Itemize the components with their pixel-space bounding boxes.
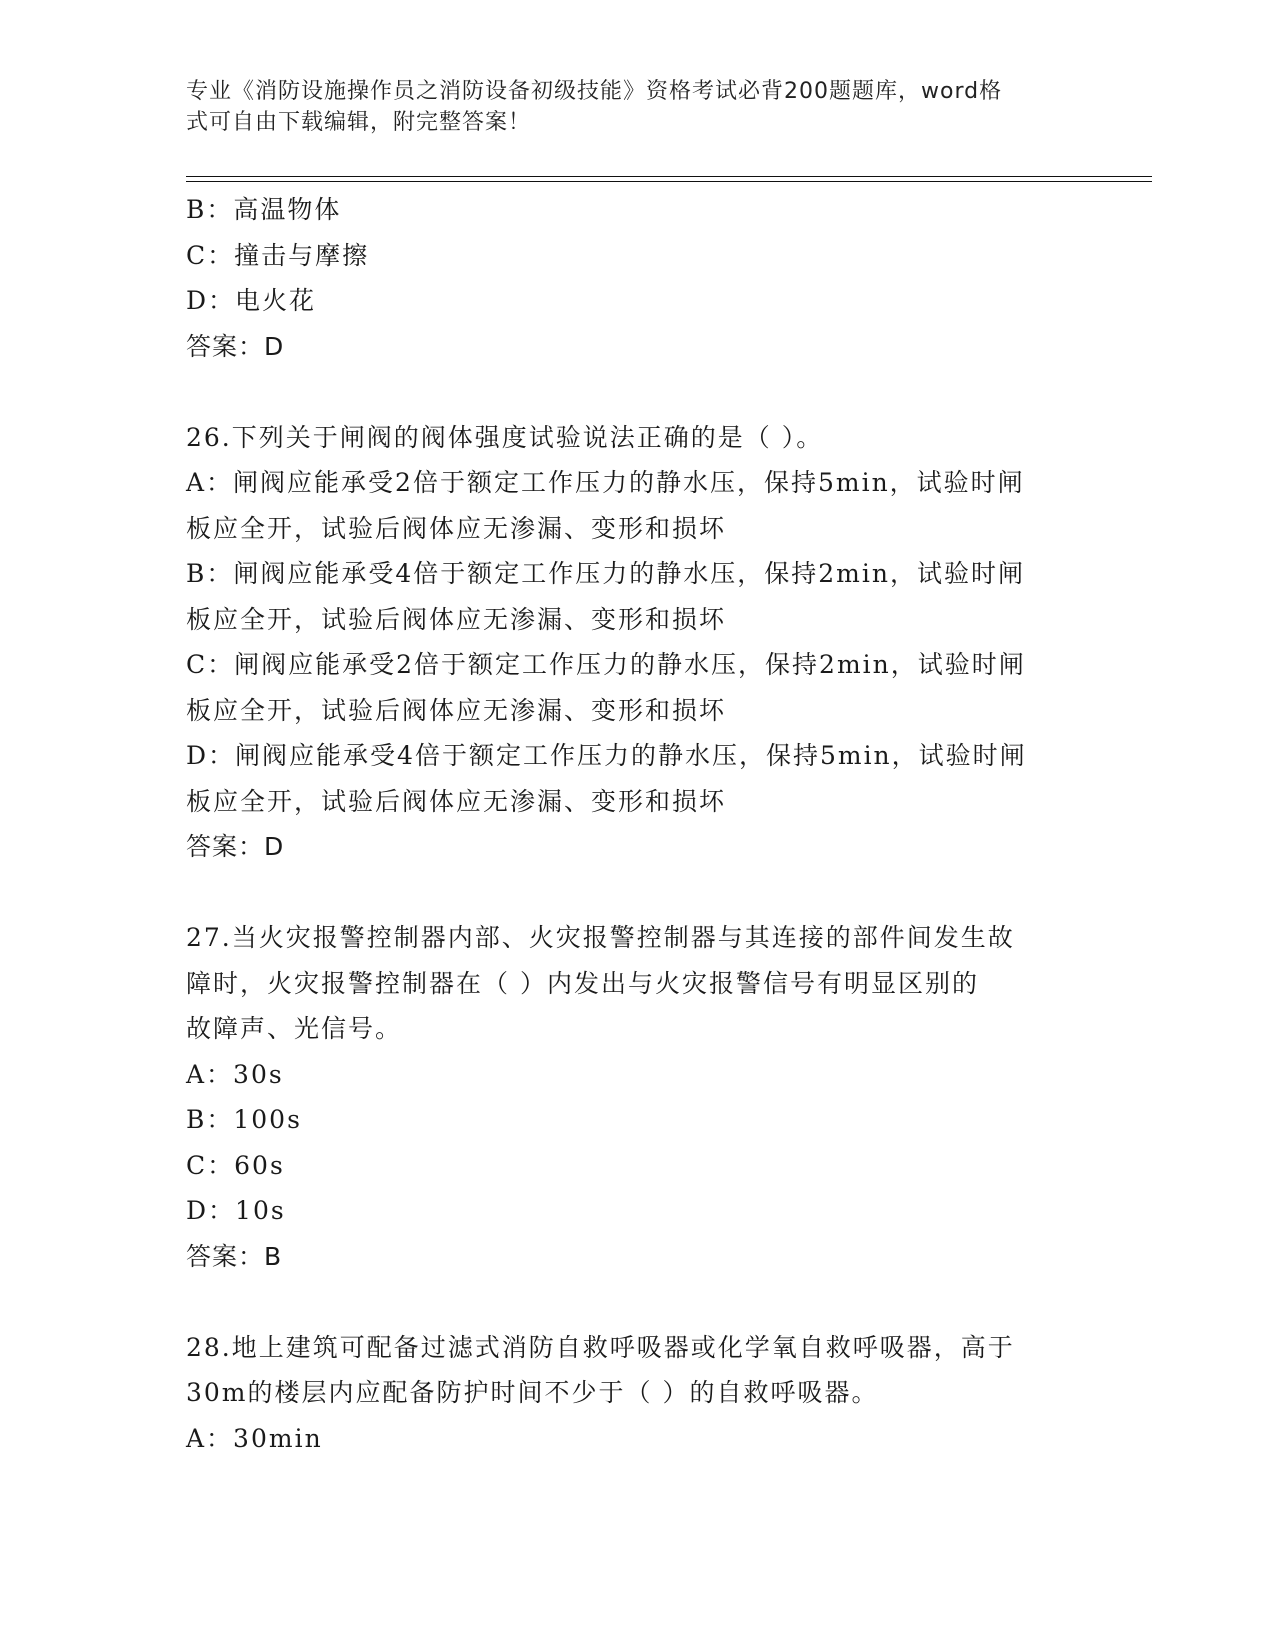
q26-stem: 26.下列关于闸阀的阀体强度试验说法正确的是（ ）。	[186, 422, 824, 452]
q25-option-d: D：电火花	[186, 286, 317, 315]
q27-option-b: B：100s	[186, 1105, 302, 1134]
header-divider-bottom	[186, 181, 1152, 182]
q27-option-d: D：10s	[186, 1196, 286, 1225]
q26-option-b-line-1: B：闸阀应能承受4倍于额定工作压力的静水压，保持2min，试验时闸	[186, 559, 1025, 588]
question-list	[186, 187, 1086, 1461]
q27-answer: 答案：B	[186, 1241, 283, 1271]
q26-option-d-line-1: D：闸阀应能承受4倍于额定工作压力的静水压，保持5min，试验时闸	[186, 741, 1027, 770]
q27-option-c: C：60s	[186, 1150, 285, 1180]
q26-option-c-line-2: 板应全开，试验后阀体应无渗漏、变形和损坏	[186, 695, 727, 725]
q25-answer: 答案：D	[186, 331, 285, 361]
q26-answer: 答案：D	[186, 832, 285, 861]
spacer	[186, 870, 1086, 916]
q28-stem-line-2: 30m的楼层内应配备防护时间不少于（ ）的自救呼吸器。	[186, 1378, 879, 1407]
header-divider-top	[186, 176, 1152, 177]
q26-option-a-line-1: A：闸阀应能承受2倍于额定工作压力的静水压，保持5min，试验时闸	[186, 468, 1025, 497]
q27-stem-line-2: 障时，火灾报警控制器在（ ）内发出与火灾报警信号有明显区别的	[186, 968, 979, 998]
spacer	[186, 1279, 1086, 1325]
q27-stem-line-1: 27.当火灾报警控制器内部、火灾报警控制器与其连接的部件间发生故	[186, 923, 1015, 952]
header-line-2: 式可自由下载编辑，附完整答案！	[186, 110, 532, 135]
q26-option-a-line-2: 板应全开，试验后阀体应无渗漏、变形和损坏	[186, 513, 727, 543]
header-line-1: 专业《消防设施操作员之消防设备初级技能》资格考试必背200题题库，word格	[186, 79, 1003, 104]
spacer	[186, 369, 1086, 415]
q26-option-c-line-1: C：闸阀应能承受2倍于额定工作压力的静水压，保持2min，试验时闸	[186, 650, 1026, 679]
q27-stem-line-3: 故障声、光信号。	[186, 1014, 403, 1043]
page-header	[186, 76, 1086, 138]
q25-option-c: C：撞击与摩擦	[186, 240, 370, 270]
q28-option-a: A：30min	[186, 1423, 323, 1453]
q27-option-a: A：30s	[186, 1059, 284, 1089]
q25-option-b: B：高温物体	[186, 195, 342, 224]
q26-option-b-line-2: 板应全开，试验后阀体应无渗漏、变形和损坏	[186, 604, 727, 634]
q26-option-d-line-2: 板应全开，试验后阀体应无渗漏、变形和损坏	[186, 786, 727, 816]
q28-stem-line-1: 28.地上建筑可配备过滤式消防自救呼吸器或化学氧自救呼吸器，高于	[186, 1332, 1015, 1362]
